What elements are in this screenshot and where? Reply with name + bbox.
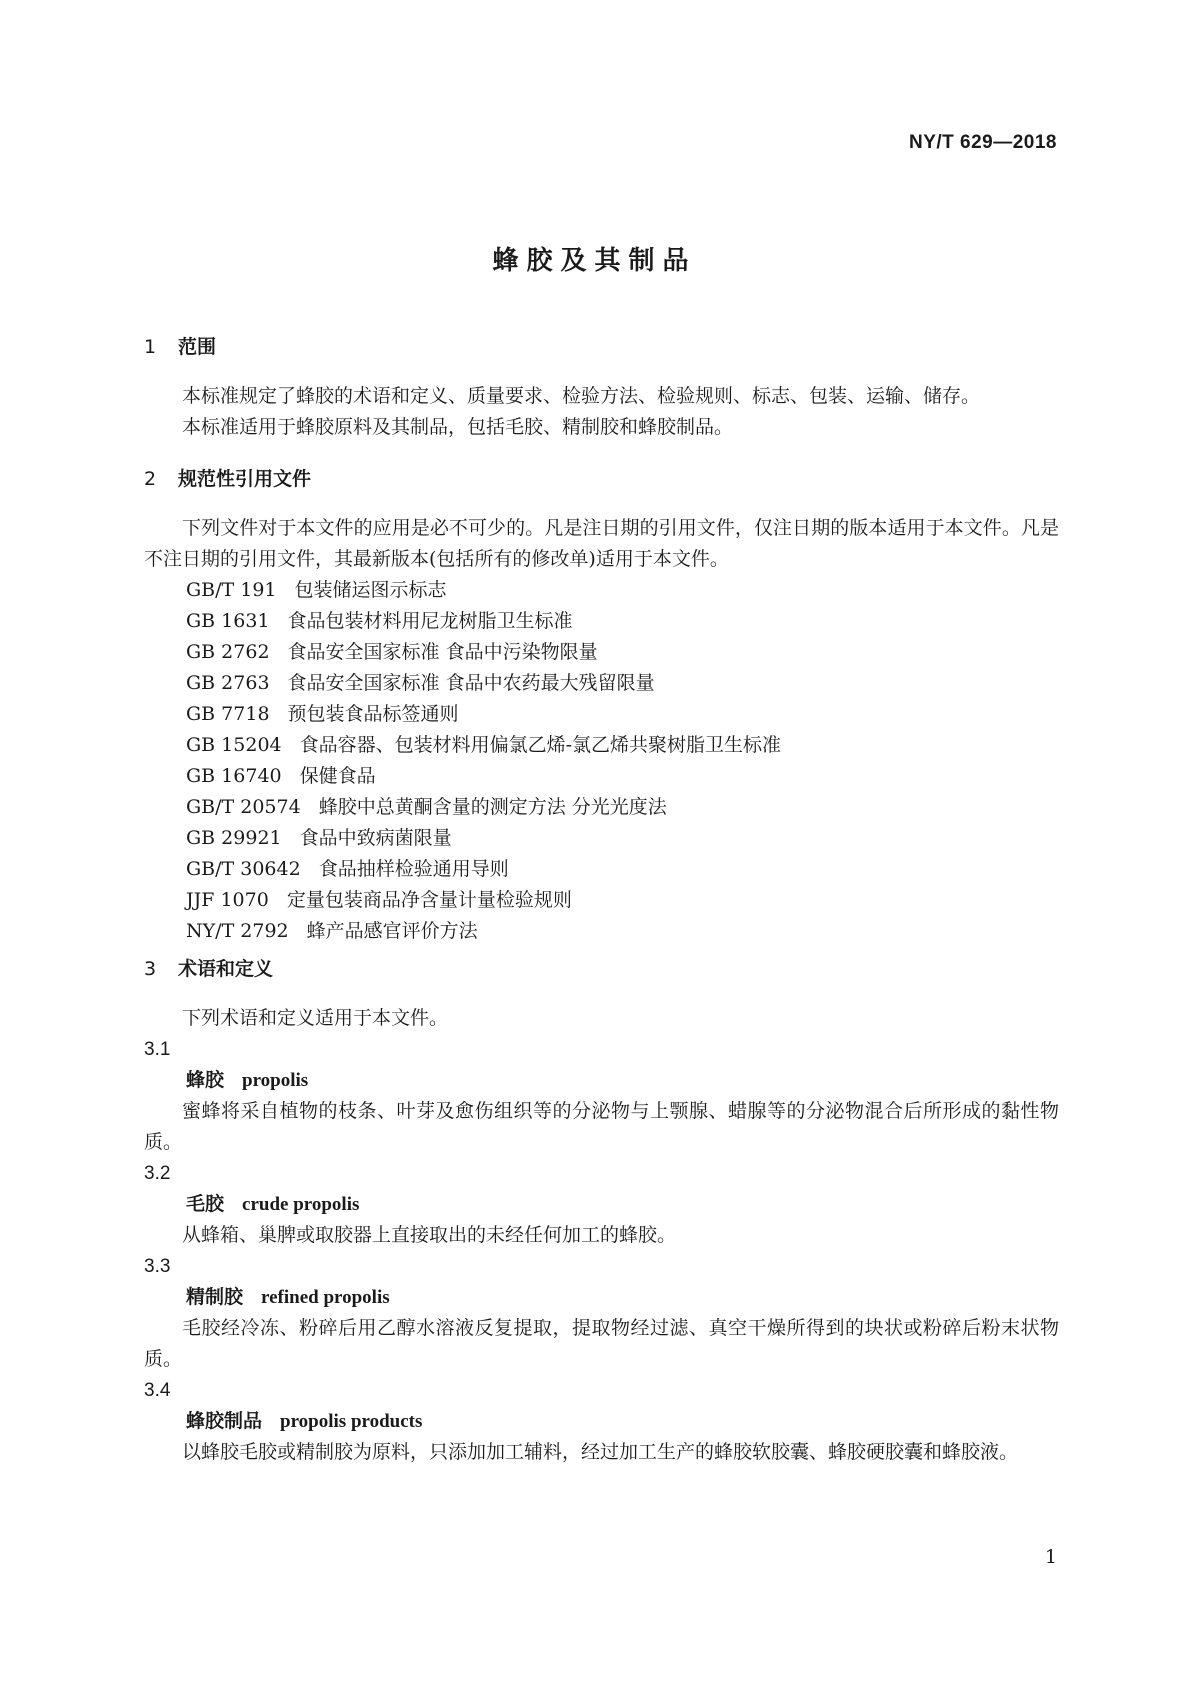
- term-number: 3.1: [144, 1039, 171, 1060]
- term-number: 3.4: [144, 1380, 171, 1401]
- reference-item: [144, 823, 1059, 854]
- term-entry: [144, 1034, 1059, 1158]
- page-number: 1: [1044, 1546, 1057, 1568]
- reference-code: GB/T 20574: [186, 796, 301, 818]
- references-intro: 下列文件对于本文件的应用是必不可少的。凡是注日期的引用文件，仅注日期的版本适用于本文件。凡是不注日期的引用文件，其最新版本(包括所有的修改单)适用于本文件。: [144, 517, 1059, 570]
- reference-title: 食品抽样检验通用导则: [318, 858, 509, 880]
- term-definition: 以蜂胶毛胶或精制胶为原料，只添加加工辅料，经过加工生产的蜂胶软胶囊、蜂胶硬胶囊和蜂胶液。: [182, 1441, 1019, 1463]
- reference-item: [144, 730, 1059, 761]
- reference-title: 蜂产品感官评价方法: [306, 920, 478, 942]
- term-zh: 蜂胶: [186, 1069, 225, 1091]
- scope-paragraph-1: 本标准规定了蜂胶的术语和定义、质量要求、检验方法、检验规则、标志、包装、运输、储存。: [182, 385, 981, 407]
- reference-title: 蜂胶中总黄酮含量的测定方法 分光光度法: [318, 796, 667, 818]
- document-body: [144, 333, 1059, 1468]
- reference-item: [144, 699, 1059, 730]
- reference-code: GB 29921: [186, 827, 282, 849]
- reference-list: [144, 575, 1059, 947]
- term-en: propolis products: [280, 1411, 423, 1432]
- term-number: 3.3: [144, 1256, 171, 1277]
- reference-title: 包装储运图示标志: [294, 579, 447, 601]
- reference-code: GB 2763: [186, 672, 270, 694]
- term-zh: 毛胶: [186, 1193, 225, 1215]
- term-zh: 精制胶: [186, 1286, 244, 1308]
- term-definition: 蜜蜂将采自植物的枝条、叶芽及愈伤组织等的分泌物与上颚腺、蜡腺等的分泌物混合后所形成的黏性物质。: [144, 1100, 1059, 1153]
- reference-item: [144, 916, 1059, 947]
- term-heading: [144, 1282, 1059, 1313]
- scope-paragraph-2: 本标准适用于蜂胶原料及其制品，包括毛胶、精制胶和蜂胶制品。: [182, 416, 734, 438]
- reference-item: [144, 761, 1059, 792]
- reference-code: GB 2762: [186, 641, 270, 663]
- term-heading: [144, 1189, 1059, 1220]
- term-en: propolis: [242, 1070, 309, 1091]
- reference-code: GB 7718: [186, 703, 270, 725]
- section-title: 规范性引用文件: [178, 468, 312, 490]
- term-definition: 从蜂箱、巢脾或取胶器上直接取出的未经任何加工的蜂胶。: [182, 1224, 677, 1246]
- term-en: crude propolis: [242, 1194, 360, 1215]
- term-heading: [144, 1065, 1059, 1096]
- term-en: refined propolis: [261, 1287, 390, 1308]
- reference-code: GB/T 30642: [186, 858, 301, 880]
- document-title: 蜂胶及其制品: [492, 246, 697, 276]
- reference-code: GB/T 191: [186, 579, 277, 601]
- reference-title: 食品安全国家标准 食品中农药最大残留限量: [287, 672, 655, 694]
- reference-title: 食品包装材料用尼龙树脂卫生标准: [287, 610, 573, 632]
- reference-code: GB 16740: [186, 765, 282, 787]
- reference-title: 预包装食品标签通则: [287, 703, 459, 725]
- reference-code: JJF 1070: [186, 889, 269, 911]
- reference-title: 食品安全国家标准 食品中污染物限量: [287, 641, 598, 663]
- term-definition: 毛胶经冷冻、粉碎后用乙醇水溶液反复提取，提取物经过滤、真空干燥所得到的块状或粉碎后粉末状物质。: [144, 1317, 1059, 1370]
- reference-code: GB 1631: [186, 610, 270, 632]
- section-title: 术语和定义: [178, 958, 274, 980]
- reference-code: NY/T 2792: [186, 920, 289, 942]
- reference-code: GB 15204: [186, 734, 282, 756]
- term-entry: [144, 1158, 1059, 1251]
- term-number: 3.2: [144, 1163, 171, 1184]
- section-3-heading: [144, 955, 1059, 983]
- reference-title: 定量包装商品净含量计量检验规则: [286, 889, 572, 911]
- reference-item: [144, 606, 1059, 637]
- section-number: 1: [144, 336, 157, 358]
- section-2-heading: [144, 465, 1059, 493]
- reference-title: 食品容器、包装材料用偏氯乙烯-氯乙烯共聚树脂卫生标准: [299, 734, 782, 756]
- reference-item: [144, 885, 1059, 916]
- reference-item: [144, 792, 1059, 823]
- section-1-heading: [144, 333, 1059, 361]
- section-title: 范围: [178, 336, 217, 358]
- standard-number: NY/T 629—2018: [908, 132, 1057, 153]
- reference-item: [144, 575, 1059, 606]
- section-number: 2: [144, 468, 157, 490]
- term-zh: 蜂胶制品: [186, 1410, 263, 1432]
- term-entry: [144, 1251, 1059, 1375]
- reference-item: [144, 854, 1059, 885]
- reference-item: [144, 637, 1059, 668]
- terms-intro: 下列术语和定义适用于本文件。: [182, 1007, 449, 1029]
- reference-item: [144, 668, 1059, 699]
- section-number: 3: [144, 958, 157, 980]
- reference-title: 食品中致病菌限量: [299, 827, 452, 849]
- term-entry: [144, 1375, 1059, 1468]
- term-heading: [144, 1406, 1059, 1437]
- reference-title: 保健食品: [299, 765, 376, 787]
